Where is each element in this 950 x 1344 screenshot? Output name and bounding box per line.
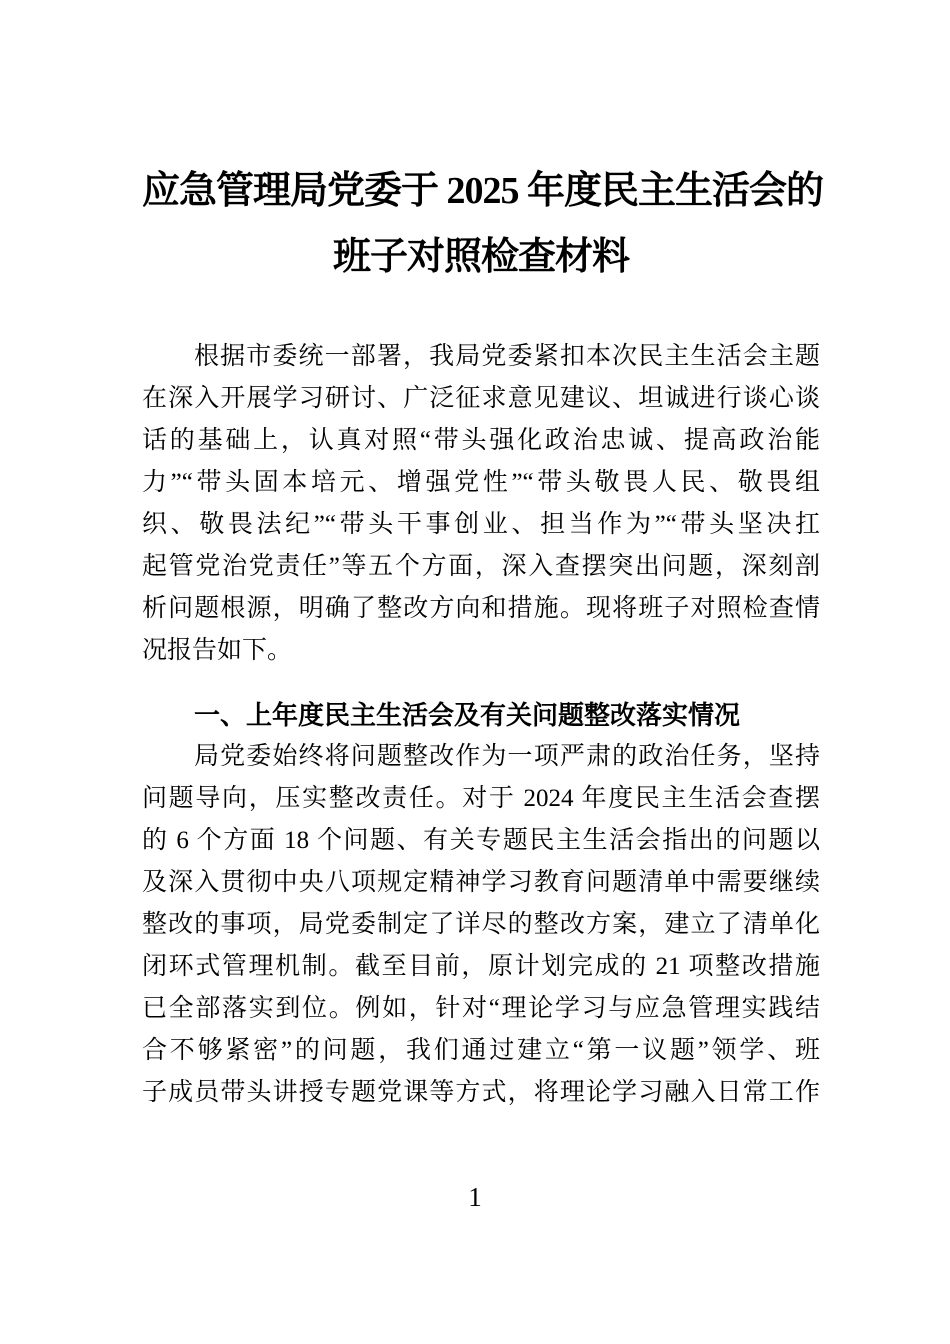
body-line: 在深入开展学习研讨、广泛征求意见建议、坦诚进行谈心谈: [142, 385, 820, 412]
body-line: 根据市委统一部署，我局党委紧扣本次民主生活会主题: [194, 343, 820, 370]
body-line: 析问题根源，明确了整改方向和措施。现将班子对照检查情: [142, 595, 820, 622]
body-line: 况报告如下。: [142, 637, 293, 664]
page-number: 1: [468, 1182, 482, 1212]
body-line: 局党委始终将问题整改作为一项严肃的政治任务，坚持: [194, 743, 820, 770]
body-line: 子成员带头讲授专题党课等方式，将理论学习融入日常工作: [142, 1079, 820, 1106]
body-line: 织、敬畏法纪”“带头干事创业、担当作为”“带头坚决扛: [142, 511, 820, 538]
body-line: 整改的事项，局党委制定了详尽的整改方案，建立了清单化: [142, 911, 820, 938]
document-title-line-1: 应急管理局党委于 2025 年度民主生活会的: [142, 170, 824, 212]
document-title-line-2: 班子对照检查材料: [332, 236, 629, 278]
body-line: 话的基础上，认真对照“带头强化政治忠诚、提高政治能: [142, 427, 820, 454]
document-title: [142, 158, 824, 290]
body-line: 已全部落实到位。例如，针对“理论学习与应急管理实践结: [142, 995, 820, 1022]
body-line: 的 6 个方面 18 个问题、有关专题民主生活会指出的问题以: [142, 827, 820, 854]
body-line: 闭环式管理机制。截至目前，原计划完成的 21 项整改措施: [142, 953, 820, 980]
body-line: 合不够紧密”的问题，我们通过建立“第一议题”领学、班: [142, 1037, 820, 1064]
body-line: 力”“带头固本培元、增强党性”“带头敬畏人民、敬畏组: [142, 469, 820, 496]
body-text: [142, 336, 820, 1114]
body-line: 起管党治党责任”等五个方面，深入查摆突出问题，深刻剖: [142, 553, 820, 580]
section-heading: 一、上年度民主生活会及有关问题整改落实情况: [194, 700, 741, 730]
body-line: 及深入贯彻中央八项规定精神学习教育问题清单中需要继续: [142, 869, 820, 896]
body-line: 问题导向，压实整改责任。对于 2024 年度民主生活会查摆: [142, 785, 820, 812]
